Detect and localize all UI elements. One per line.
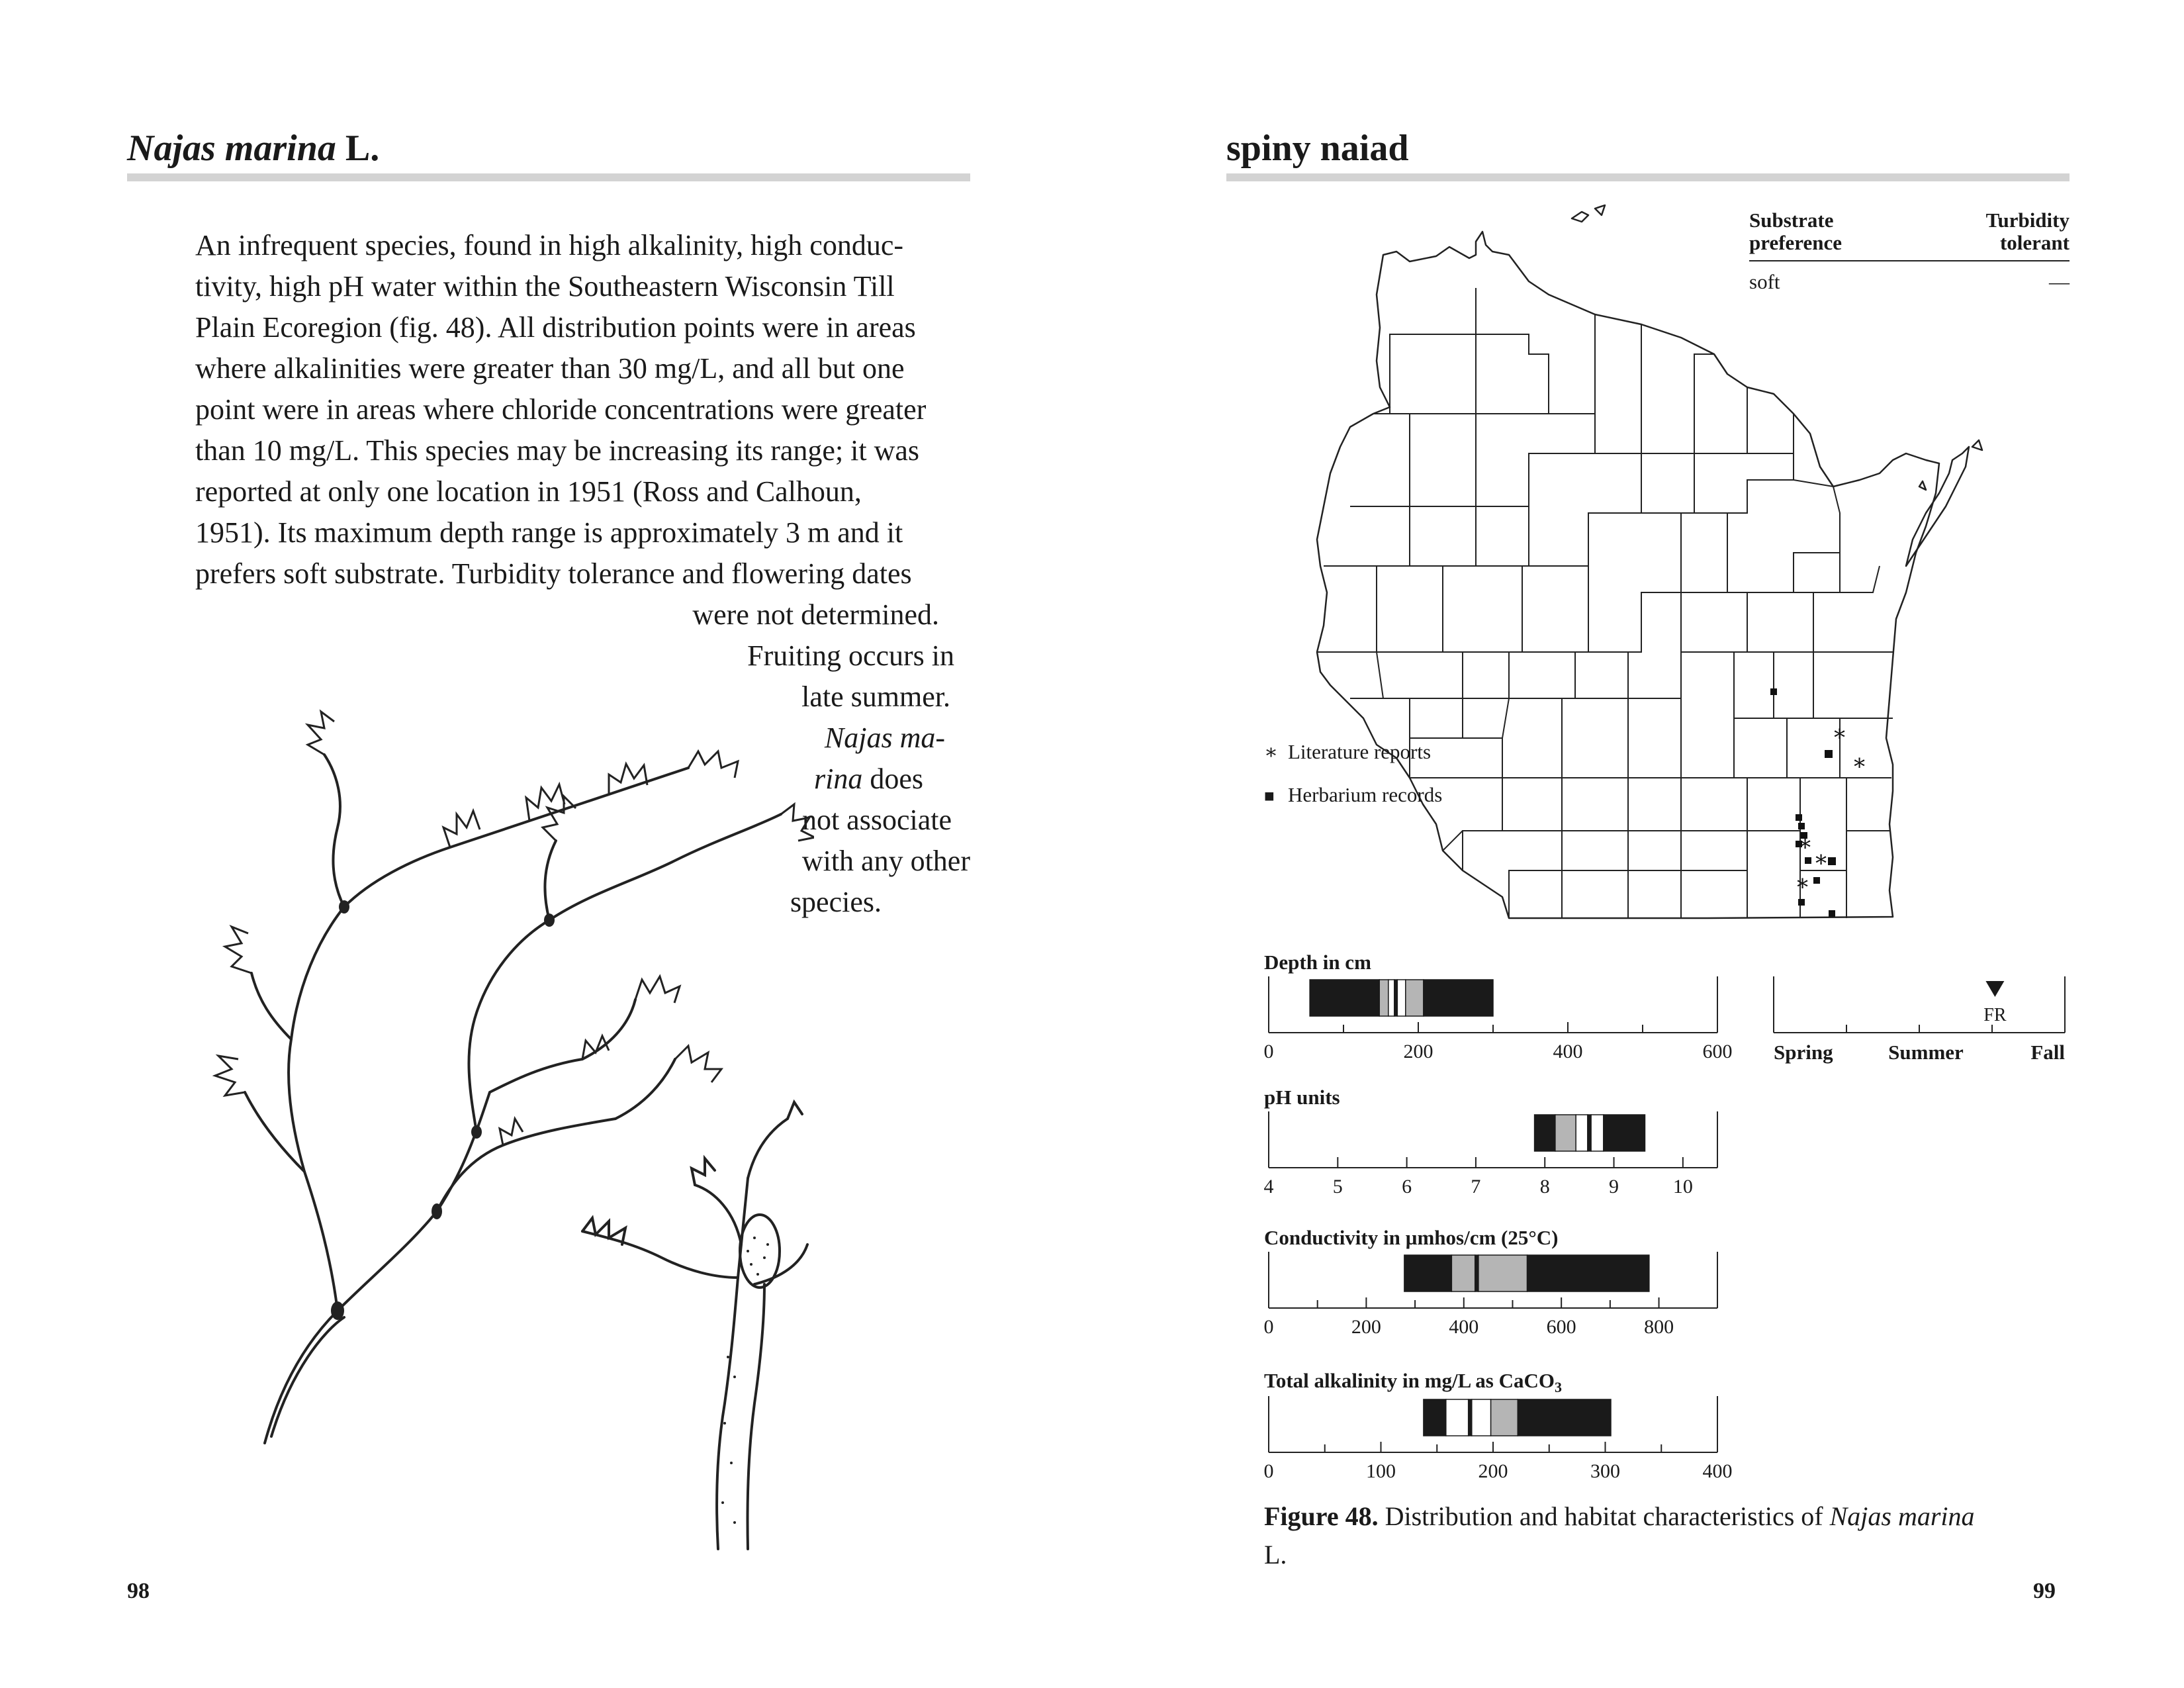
legend-literature: ∗ Literature reports (1264, 740, 1432, 763)
range-segment (1491, 1399, 1518, 1436)
wisconsin-distribution-map (1310, 195, 1999, 930)
left-title-rule (127, 173, 970, 181)
legend-herbarium: ■ Herbarium records (1264, 783, 1443, 806)
square-icon: ■ (1264, 786, 1275, 806)
right-page-number: 99 (2033, 1579, 2056, 1603)
range-segment (1404, 1255, 1451, 1291)
turbidity-value: — (2049, 270, 2070, 293)
tick-label: 400 (1553, 1041, 1583, 1062)
turbidity-header: Turbidity tolerant (1985, 209, 2070, 254)
tick-label: 9 (1609, 1176, 1619, 1197)
range-segment (1446, 1399, 1469, 1436)
body-line (825, 718, 945, 759)
tick-label: 0 (1263, 1316, 1274, 1338)
range-segment (1424, 980, 1493, 1016)
body-line: An infrequent species, found in high alkalinity, high conduc- (195, 229, 904, 261)
body-italic-species: Najas ma- (824, 722, 945, 754)
svg-text:∗: ∗ (1832, 722, 1848, 746)
literature-points (1795, 722, 1867, 896)
body-line: Plain Ecoregion (fig. 48). All distribution points were in areas (195, 311, 916, 344)
range-segment (1479, 1255, 1527, 1291)
alkalinity-subscript: 3 (1554, 1379, 1562, 1396)
tick-label: 5 (1332, 1176, 1343, 1197)
range-segment (1555, 1115, 1576, 1151)
conductivity-chart-title: Conductivity in µmhos/cm (25°C) (1264, 1226, 1559, 1249)
body-line: 1951). Its maximum depth range is approximately 3 m and it (195, 516, 903, 549)
tick-label: 8 (1539, 1176, 1550, 1197)
range-segment (1576, 1115, 1588, 1151)
tick-label: 600 (1702, 1041, 1733, 1062)
range-segment (1475, 1255, 1479, 1291)
range-segment (1424, 1399, 1446, 1436)
ph-chart-title: pH units (1264, 1086, 1340, 1109)
alkalinity-chart-title: Total alkalinity in mg/L as CaCO$_3$ (1264, 1369, 1562, 1396)
range-segment (1588, 1115, 1591, 1151)
tick-label: 400 (1702, 1460, 1733, 1482)
range-segment (1604, 1115, 1645, 1151)
range-segment (1469, 1399, 1472, 1436)
right-page-title: spiny naiad (1226, 128, 1409, 169)
plant-illustration (119, 629, 814, 1556)
range-segment (1527, 1255, 1649, 1291)
depth-chart-title: Depth in cm (1264, 951, 1371, 974)
season-label: Fall (2030, 1041, 2065, 1064)
ph-chart (1244, 1108, 1754, 1207)
tick-label: 100 (1366, 1460, 1396, 1482)
body-line: were not determined. (692, 598, 939, 631)
body-line: late summer. (801, 680, 950, 713)
range-segment (1388, 980, 1394, 1016)
tick-label: 800 (1644, 1316, 1674, 1338)
body-line: reported at only one location in 1951 (Ross and Calhoun, (195, 475, 862, 508)
tick-label: 0 (1263, 1460, 1274, 1482)
substrate-value: soft (1749, 270, 1780, 293)
season-label: Spring (1774, 1041, 1833, 1064)
fruiting-marker-icon (1985, 981, 2004, 997)
body-line: Fruiting occurs in (747, 639, 954, 672)
fruiting-marker-label: FR (1983, 1005, 2007, 1025)
body-line: point were in areas where chloride concentrations were greater (195, 393, 927, 426)
alkalinity-chart (1244, 1393, 1754, 1492)
right-title-rule (1226, 173, 2070, 181)
range-segment (1310, 980, 1379, 1016)
range-segment (1518, 1399, 1611, 1436)
tick-label: 4 (1263, 1176, 1274, 1197)
tick-label: 200 (1403, 1041, 1433, 1062)
svg-text:∗: ∗ (1797, 831, 1813, 856)
tick-label: 200 (1478, 1460, 1508, 1482)
range-segment (1379, 980, 1388, 1016)
conductivity-chart (1244, 1248, 1754, 1348)
tick-label: 7 (1471, 1176, 1481, 1197)
range-segment (1406, 980, 1424, 1016)
tick-label: 600 (1546, 1316, 1576, 1338)
tick-label: 300 (1590, 1460, 1620, 1482)
range-segment (1397, 980, 1405, 1016)
depth-chart (1244, 973, 1754, 1072)
title-author: L. (336, 128, 380, 169)
range-segment (1472, 1399, 1491, 1436)
body-line: prefers soft substrate. Turbidity tolerance and flowering dates (195, 557, 912, 590)
tick-label: 6 (1402, 1176, 1412, 1197)
phenology-chart (1760, 973, 2078, 1072)
svg-text:∗: ∗ (1852, 751, 1868, 775)
tick-label: 10 (1672, 1176, 1693, 1197)
tick-label: 400 (1449, 1316, 1479, 1338)
asterisk-icon: ∗ (1264, 740, 1279, 763)
svg-text:∗: ∗ (1813, 847, 1829, 872)
body-line: where alkalinities were greater than 30 mg/L, and all but one (195, 352, 905, 385)
body-line: than 10 mg/L. This species may be increasing its range; it was (195, 434, 920, 467)
range-segment (1591, 1115, 1604, 1151)
left-page-title (127, 127, 379, 169)
figure-caption: Figure 48. Distribution and habitat characteristics of Najas marina L. (1264, 1501, 1975, 1570)
tick-label: 0 (1263, 1041, 1274, 1062)
title-species-name: Najas marina (127, 128, 336, 169)
body-line: with any other (801, 845, 970, 877)
substrate-header: Substrate preference (1749, 209, 1842, 254)
tick-label: 200 (1351, 1316, 1381, 1338)
left-page-number: 98 (127, 1579, 150, 1603)
body-line: rina does (813, 763, 923, 795)
body-line: species. (790, 886, 882, 918)
svg-text:∗: ∗ (1795, 871, 1811, 896)
season-label: Summer (1888, 1041, 1964, 1064)
body-line: not associate (801, 804, 952, 836)
range-segment (1535, 1115, 1555, 1151)
range-segment (1451, 1255, 1475, 1291)
body-line: tivity, high pH water within the Southeastern Wisconsin Till (195, 270, 895, 303)
body-italic-species-2: rina (813, 763, 863, 795)
caption-figure-number: Figure 48. (1264, 1501, 1379, 1531)
caption-species: Najas marina (1829, 1501, 1975, 1531)
